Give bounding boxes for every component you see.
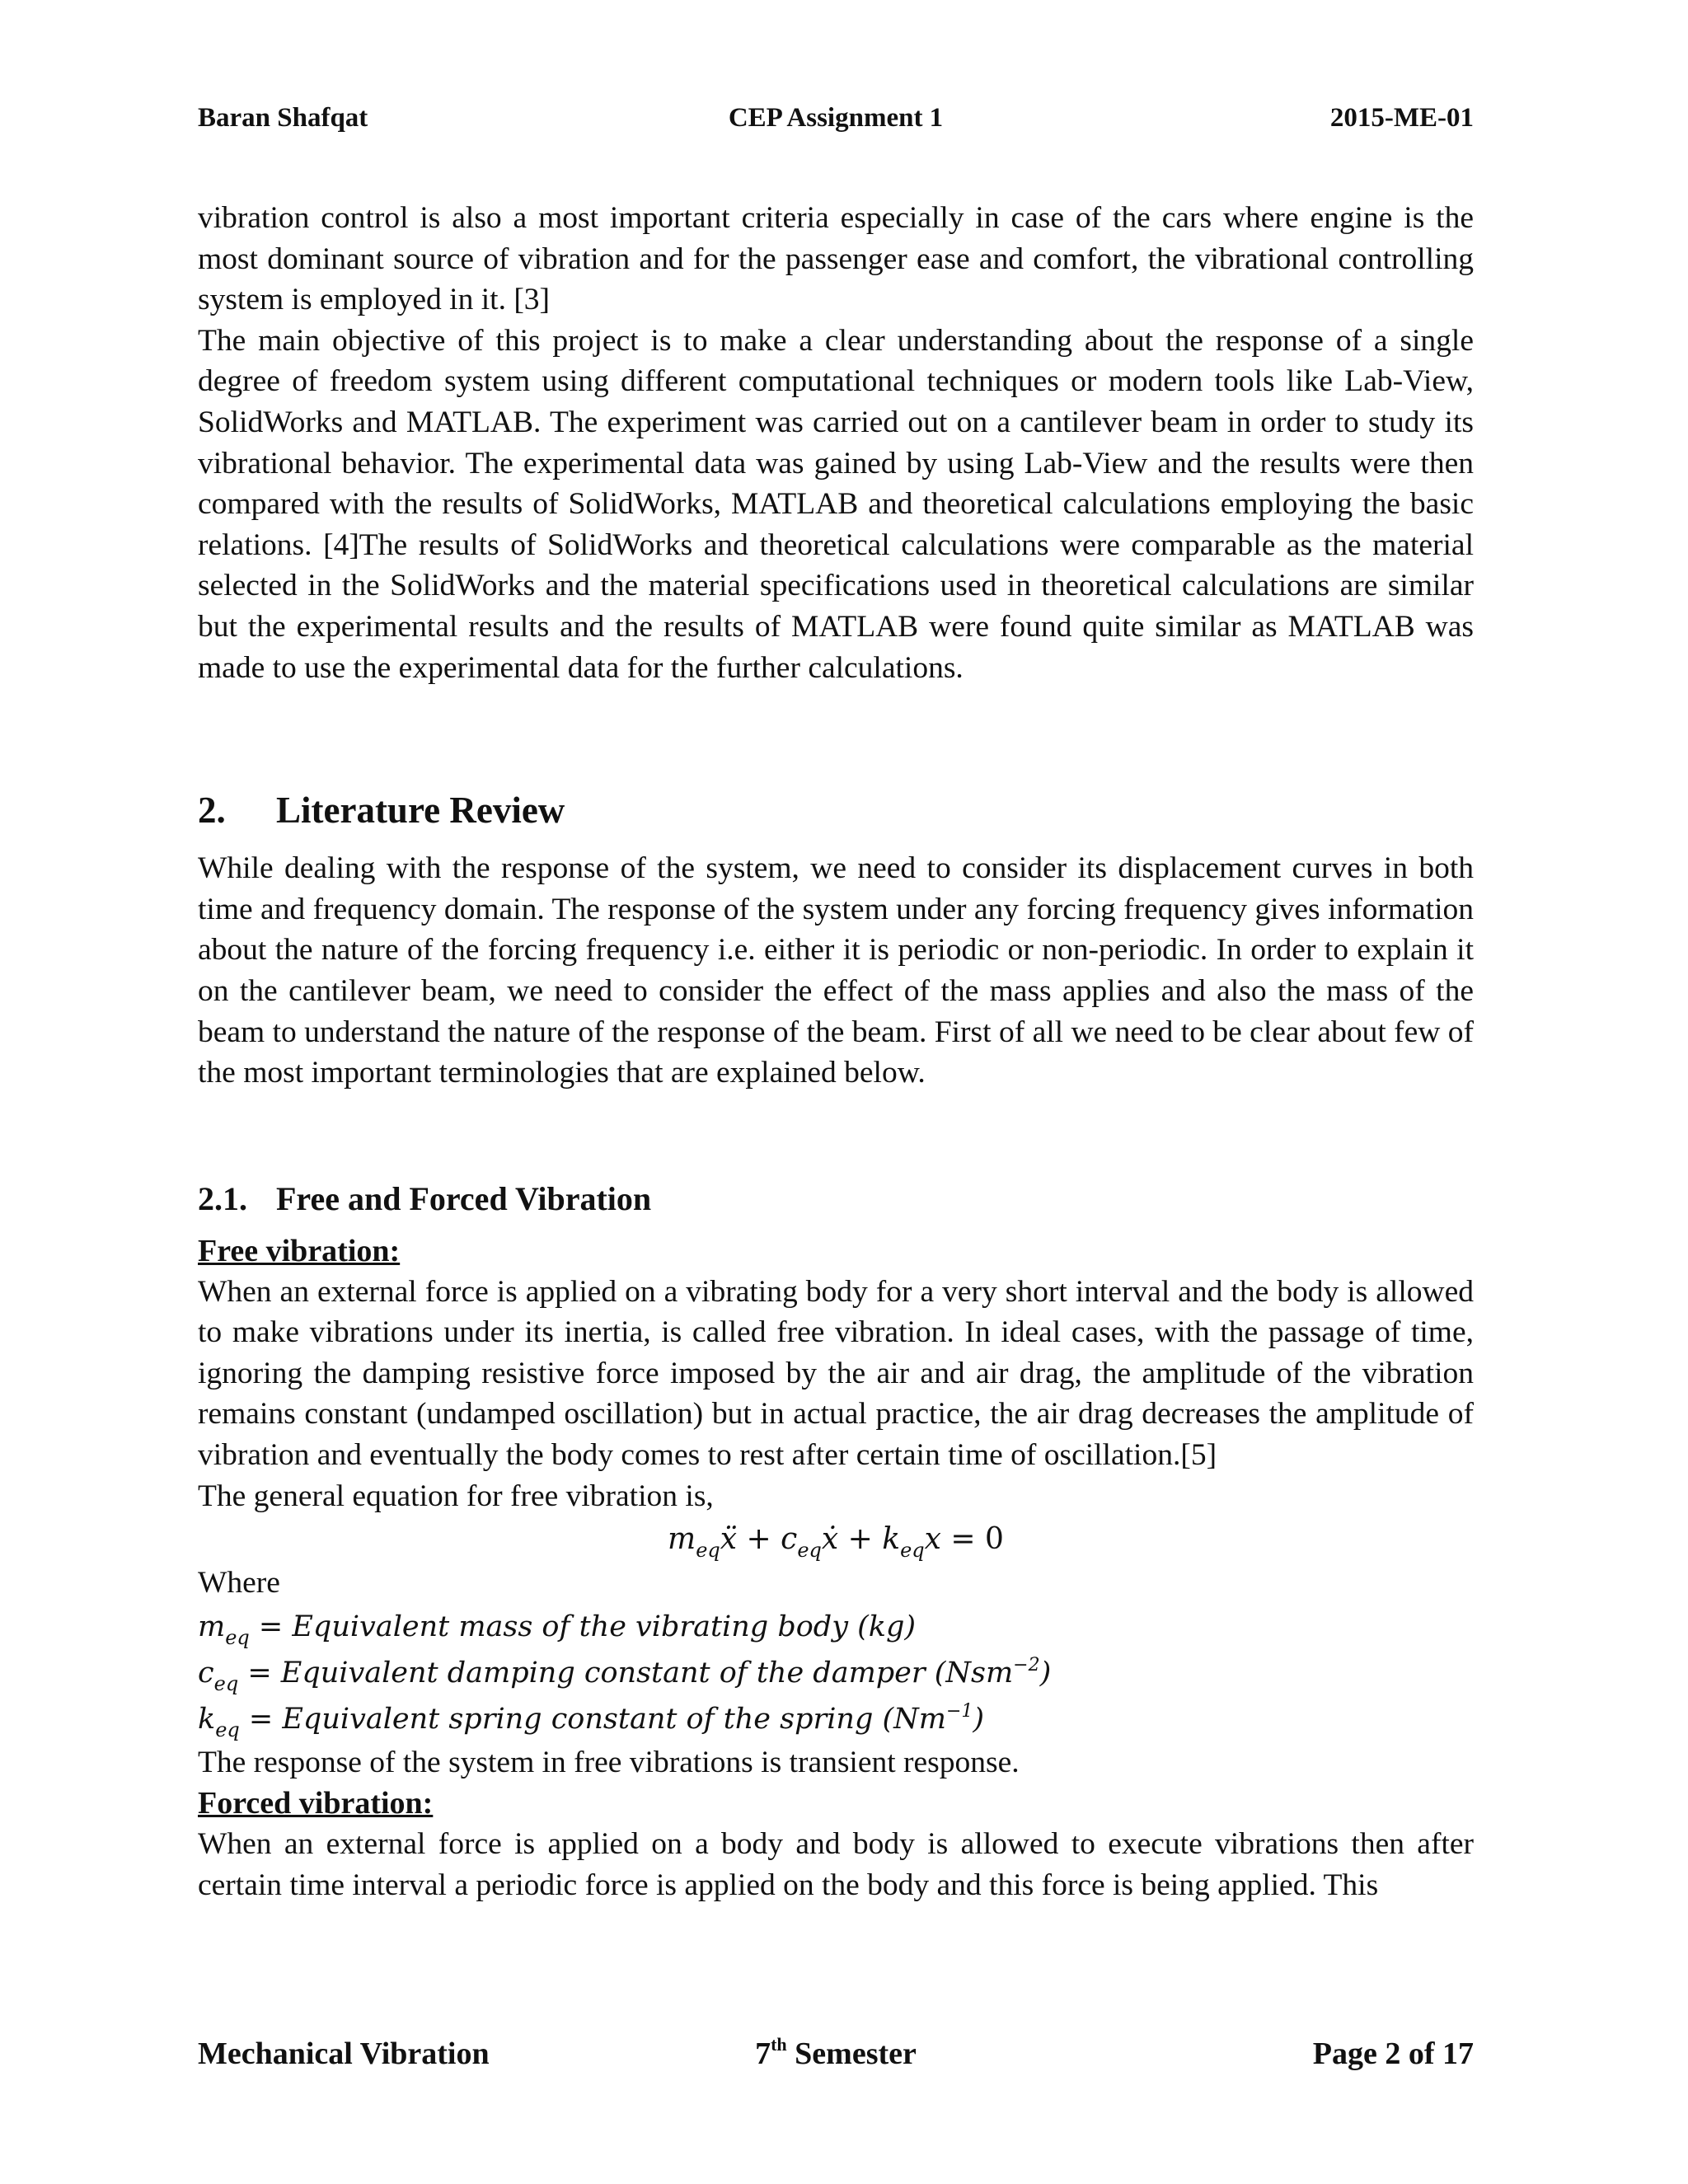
general-equation-intro: The general equation for free vibration is,: [198, 1479, 714, 1513]
forced-vibration-heading: Forced vibration:: [198, 1786, 434, 1821]
page-header: [198, 97, 1474, 138]
footer-page-number: Page 2 of 17: [1312, 2036, 1474, 2071]
page-footer: [198, 2032, 1474, 2077]
section-2-number: 2.: [198, 790, 226, 832]
transient-response-text: The response of the system in free vibrations is transient response.: [198, 1745, 1020, 1779]
section-2-heading: [198, 785, 1474, 835]
header-author: Baran Shafqat: [198, 103, 368, 133]
section-2-1-number: 2.1.: [198, 1179, 247, 1217]
definition-spring: $k_{eq}$ = Equivalent spring constant of the spring $(Nm^{-1})$: [198, 1700, 985, 1741]
footer-semester: 7th Semester: [755, 2034, 917, 2071]
definition-damping: $c_{eq}$ = Equivalent damping constant of the damper (Nsm$^{-2}$): [198, 1654, 1052, 1695]
where-label: Where: [198, 1566, 280, 1601]
section-2-title: Literature Review: [276, 790, 565, 832]
section-2-1-heading: [198, 1176, 1474, 1222]
section-2-paragraph: While dealing with the response of the system, we need to consider its displacement curves in both time and frequency domain. The response of the system under any forcing frequency gives information about the nature of the forcing frequency i.e. either it is periodic or non-periodic. In order to explain it on the cantilever beam, we need to consider the effect of the mass applies and also the mass of the beam to understand the nature of the response of the beam. First of all we need to be clear about few of the most important terminologies that are explained below.: [198, 851, 1474, 1090]
header-title: CEP Assignment 1: [728, 103, 944, 133]
free-vibration-paragraph: When an external force is applied on a vibrating body for a very short interval and the body is allowed to make vibrations under its inertia, is called free vibration. In ideal cases, with the passage of time, ignoring the damping resistive force imposed by the air and air drag, the amplitude of the vibration remains constant (undamped oscillation) but in actual practice, the air drag decreases the amplitude of vibration and eventually the body comes to rest after certain time of oscillation.[5]: [198, 1274, 1474, 1473]
definition-mass: $m_{eq}$ = Equivalent mass of the vibrating body (kg): [198, 1610, 917, 1649]
free-vibration-heading: Free vibration:: [198, 1233, 401, 1268]
footer-course: Mechanical Vibration: [198, 2036, 490, 2071]
document-page: [198, 0, 1474, 2184]
forced-vibration-paragraph: When an external force is applied on a body and body is allowed to execute vibrations then after certain time interval a periodic force is applied on the body and this force is being applied. This: [198, 1827, 1474, 1903]
intro-paragraph-2: The main objective of this project is to make a clear understanding about the response of a single degree of freedom system using different computational techniques or modern tools like Lab-View, SolidWorks and MATLAB. The experiment was carried out on a cantilever beam in order to study its vibrational behavior. The experimental data was gained by using Lab-View and the results were then compared with the results of SolidWorks, MATLAB and theoretical calculations employing the basic relations. [4]The results of SolidWorks and theoretical calculations were comparable as the material selected in the SolidWorks and the material specifications used in theoretical calculations are similar but the experimental results and the results of MATLAB were found quite similar as MATLAB was made to use the experimental data for the further calculations.: [198, 323, 1474, 685]
section-2-1-title: Free and Forced Vibration: [276, 1179, 652, 1217]
header-roll-number: 2015-ME-01: [1329, 103, 1474, 133]
free-vibration-equation: $m_{eq}ẍ$ + $c_{eq}ẋ + k_{eq}x = 0$: [668, 1522, 1004, 1563]
page-body: [198, 198, 1474, 1906]
intro-paragraph-1: vibration control is also a most important criteria especially in case of the cars where engine is the most dominant source of vibration and for the passenger ease and comfort, the vibrational controlling system is employed in it. [3]: [198, 201, 1474, 317]
